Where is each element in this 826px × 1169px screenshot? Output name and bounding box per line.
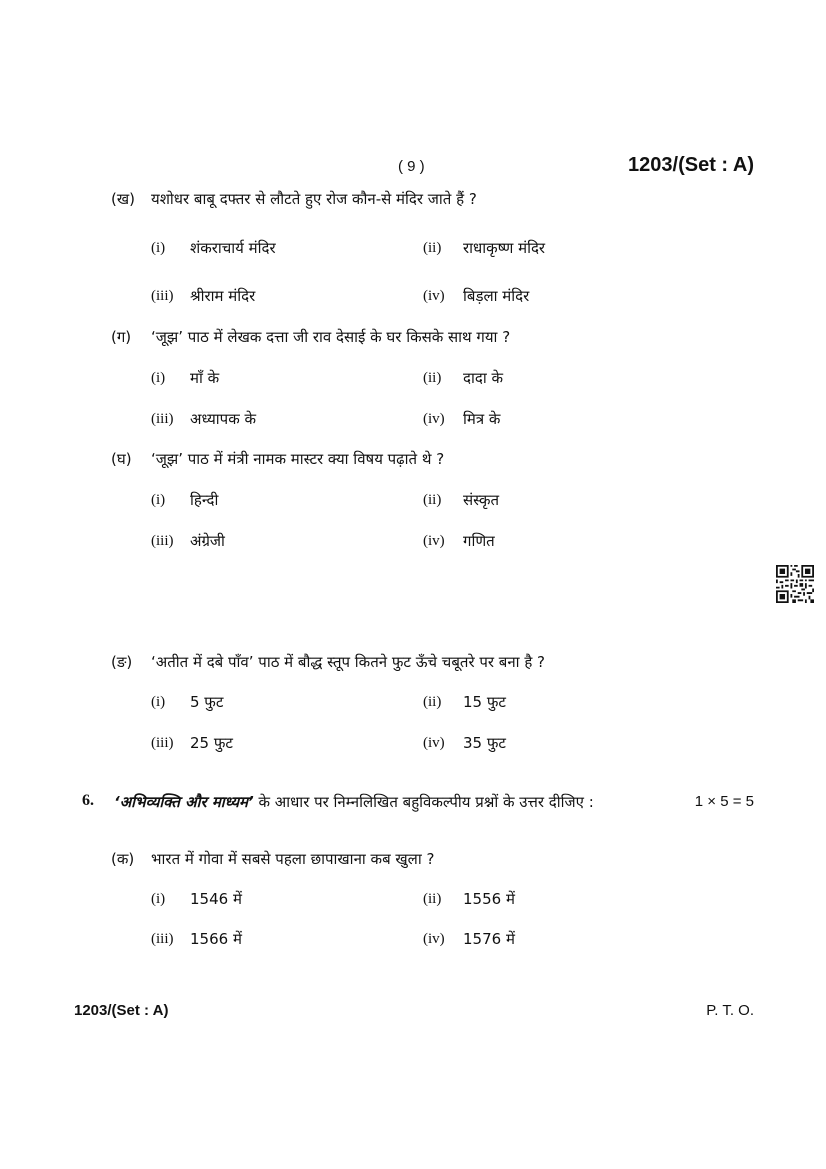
- option-text: राधाकृष्ण मंदिर: [463, 239, 546, 257]
- marks-allotment: 1 × 5 = 5: [694, 793, 754, 810]
- question-label: (ख): [111, 190, 135, 208]
- option-number: (iii): [151, 931, 174, 947]
- option-text: बिड़ला मंदिर: [463, 287, 530, 305]
- option-number: (i): [151, 492, 166, 508]
- option-number: (ii): [423, 370, 442, 386]
- option-number: (i): [151, 694, 166, 710]
- option-text: 5 फुट: [190, 693, 224, 711]
- option-text: दादा के: [463, 369, 503, 387]
- option-number: (iii): [151, 533, 174, 549]
- paper-code-footer: 1203/(Set : A): [74, 1002, 169, 1019]
- paper-code-header: 1203/(Set : A): [628, 154, 754, 176]
- section-instruction: [114, 792, 594, 812]
- option-text: अंग्रेजी: [190, 532, 225, 550]
- question-text: ‘जूझ’ पाठ में लेखक दत्ता जी राव देसाई के घर किसके साथ गया ?: [151, 328, 511, 346]
- option-text: 1566 में: [190, 930, 242, 948]
- option-number: (ii): [423, 240, 442, 256]
- option-number: (iv): [423, 533, 445, 549]
- option-text: 1576 में: [463, 930, 515, 948]
- option-number: (iv): [423, 735, 445, 751]
- option-text: शंकराचार्य मंदिर: [190, 239, 276, 257]
- option-number: (iv): [423, 411, 445, 427]
- question-label: (ग): [111, 328, 132, 346]
- qr-code-icon: [776, 565, 814, 603]
- option-text: हिन्दी: [190, 491, 219, 509]
- option-number: (iii): [151, 735, 174, 751]
- question-label: (क): [111, 850, 135, 868]
- option-number: (ii): [423, 492, 442, 508]
- question-text: ‘जूझ’ पाठ में मंत्री नामक मास्टर क्या विषय पढ़ाते थे ?: [151, 450, 445, 468]
- page-number: ( 9 ): [398, 158, 425, 175]
- option-text: संस्कृत: [463, 491, 500, 509]
- option-text: 15 फुट: [463, 693, 506, 711]
- option-number: (ii): [423, 891, 442, 907]
- question-label: (घ): [111, 450, 132, 468]
- question-label: (ङ): [111, 653, 133, 671]
- option-text: मित्र के: [463, 410, 501, 428]
- pto-label: P. T. O.: [706, 1002, 754, 1019]
- option-number: (iii): [151, 411, 174, 427]
- question-text: यशोधर बाबू दफ्तर से लौटते हुए रोज कौन-से मंदिर जाते हैं ?: [151, 190, 477, 208]
- option-text: अध्यापक के: [190, 410, 257, 428]
- option-number: (iv): [423, 931, 445, 947]
- question-text: ‘अतीत में दबे पाँव’ पाठ में बौद्ध स्तूप कितने फुट ऊँचे चबूतरे पर बना है ?: [151, 653, 546, 671]
- option-text: 35 फुट: [463, 734, 506, 752]
- option-number: (i): [151, 891, 166, 907]
- question-text: भारत में गोवा में सबसे पहला छापाखाना कब खुला ?: [151, 850, 435, 868]
- option-number: (ii): [423, 694, 442, 710]
- option-number: (i): [151, 370, 166, 386]
- instruction-text: के आधार पर निम्नलिखित बहुविकल्पीय प्रश्नों के उत्तर दीजिए :: [258, 793, 594, 811]
- option-text: 25 फुट: [190, 734, 233, 752]
- option-text: गणित: [463, 532, 495, 550]
- option-text: 1556 में: [463, 890, 515, 908]
- option-text: 1546 में: [190, 890, 242, 908]
- section-number: 6.: [82, 792, 94, 809]
- option-text: श्रीराम मंदिर: [190, 287, 256, 305]
- book-title: ‘अभिव्यक्ति और माध्यम’: [114, 793, 254, 811]
- option-text: माँ के: [190, 369, 220, 387]
- option-number: (iv): [423, 288, 445, 304]
- option-number: (iii): [151, 288, 174, 304]
- option-number: (i): [151, 240, 166, 256]
